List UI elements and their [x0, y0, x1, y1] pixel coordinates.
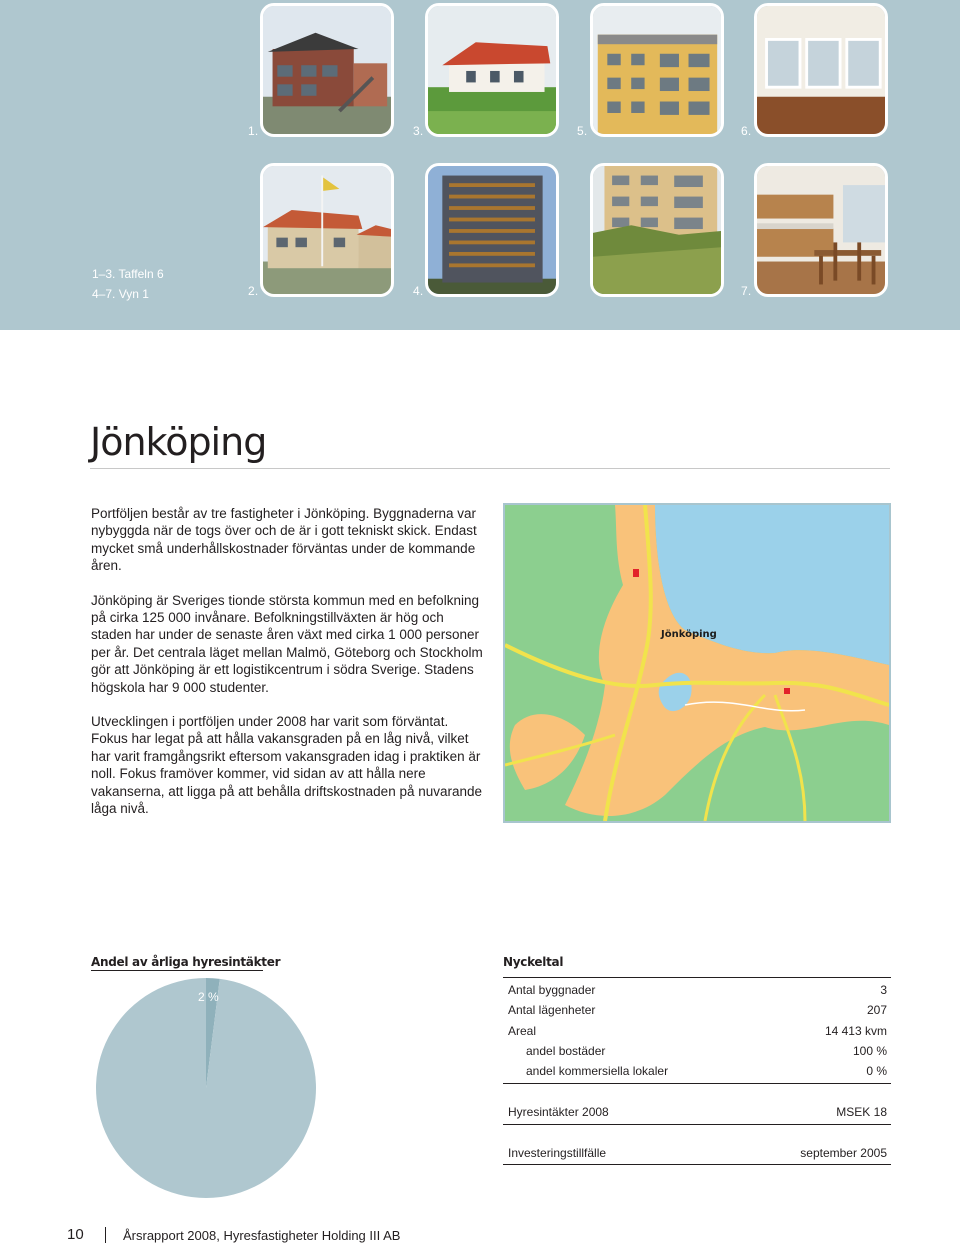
photo-number-6: 6.	[741, 124, 752, 138]
table-row	[503, 1040, 891, 1060]
photo-6-interior	[754, 3, 888, 137]
table-row	[503, 979, 891, 999]
caption-line-1: 1–3. Taffeln 6	[92, 267, 164, 281]
photo-2-building-flag	[260, 163, 394, 297]
table-row	[503, 1101, 891, 1121]
table-row	[503, 1060, 891, 1080]
body-text	[91, 505, 486, 835]
row-label: Hyresintäkter 2008	[508, 1105, 609, 1119]
photo-number-3: 3.	[413, 124, 424, 138]
location-map	[503, 503, 891, 823]
pie-slice-label: 2 %	[198, 990, 219, 1004]
pie-chart-title: Andel av årliga hyresintäkter	[91, 955, 281, 969]
photo-number-4: 4.	[413, 284, 424, 298]
paragraph-portfolio: Portföljen består av tre fastigheter i Jönköping. Byggnaderna var nybyggda när de togs över och de är i gott tekniskt skick. Endast mycket små underhållskostnader förväntas under de kommande åren.	[91, 506, 477, 574]
photo-1-building	[260, 3, 394, 137]
row-value: 0 %	[866, 1064, 887, 1078]
row-label: Areal	[508, 1024, 537, 1038]
row-label: andel kommersiella lokaler	[526, 1064, 669, 1078]
table-row	[503, 1142, 891, 1162]
map-city-label: Jönköping	[661, 629, 717, 640]
paragraph-development: Utvecklingen i portföljen under 2008 har varit som förväntat. Fokus har legat på att hålla vakansgraden på en låg nivå, vilket har varit framgångsrikt eftersom vakansgraden idag i praktiken är noll. Fokus framöver kommer, vid sidan av att hålla nere vakanserna, att ligga på att behålla driftskostnaden på nuvarande låga nivå.	[91, 714, 483, 817]
photo-number-7: 7.	[741, 284, 752, 298]
page-title: Jönköping	[90, 420, 267, 464]
row-label: andel bostäder	[526, 1044, 606, 1058]
nyckeltal-rule	[503, 1083, 891, 1084]
photo-caption	[92, 264, 164, 304]
row-value: MSEK 18	[836, 1105, 887, 1119]
page-number: 10	[67, 1226, 84, 1243]
table-row	[503, 1020, 891, 1040]
photo-banner	[0, 0, 960, 330]
row-value: 14 413 kvm	[824, 1024, 887, 1038]
photo-4-highrise	[425, 163, 559, 297]
row-value: 207	[866, 1003, 887, 1017]
pie-slice-1	[96, 978, 316, 1198]
row-label: Investeringstillfälle	[508, 1146, 607, 1160]
row-value: 100 %	[852, 1044, 887, 1058]
property-marker-north	[633, 569, 639, 577]
photo-7-apartment-grass	[590, 163, 724, 297]
footer-text: Årsrapport 2008, Hyresfastigheter Holding III AB	[123, 1228, 401, 1243]
paragraph-city: Jönköping är Sveriges tionde största kommun med en befolkning på cirka 125 000 invånare. Befolkningstillväxten är hög och staden har under de senaste åren växt med cirka 1 000 personer per år. Det centrala läget mellan Malmö, Göteborg och Stockholm gör att Jönköping är ett logistikcentrum i södra Sverige. Stadens högskola har 9 000 studenter.	[91, 592, 483, 695]
nyckeltal-title: Nyckeltal	[503, 955, 564, 969]
nyckeltal-rule	[503, 1124, 891, 1125]
pie-title-underline	[91, 970, 263, 971]
photo-3-house	[425, 3, 559, 137]
photo-5-apartment	[590, 3, 724, 137]
title-divider	[90, 468, 890, 469]
row-label: Antal byggnader	[508, 983, 596, 997]
property-marker-east	[784, 688, 790, 694]
caption-line-2: 4–7. Vyn 1	[92, 287, 149, 301]
photo-kitchen-interior	[754, 163, 888, 297]
photo-number-2: 2.	[248, 284, 259, 298]
row-label: Antal lägenheter	[508, 1003, 596, 1017]
footer-divider	[105, 1227, 106, 1243]
row-value: 3	[880, 983, 887, 997]
photo-number-1: 1.	[248, 124, 259, 138]
table-row	[503, 999, 891, 1019]
nyckeltal-bottom-rule	[503, 1164, 891, 1165]
nyckeltal-top-rule	[503, 977, 891, 978]
photo-number-5: 5.	[577, 124, 588, 138]
row-value: september 2005	[800, 1146, 887, 1160]
pie-chart	[96, 978, 316, 1198]
